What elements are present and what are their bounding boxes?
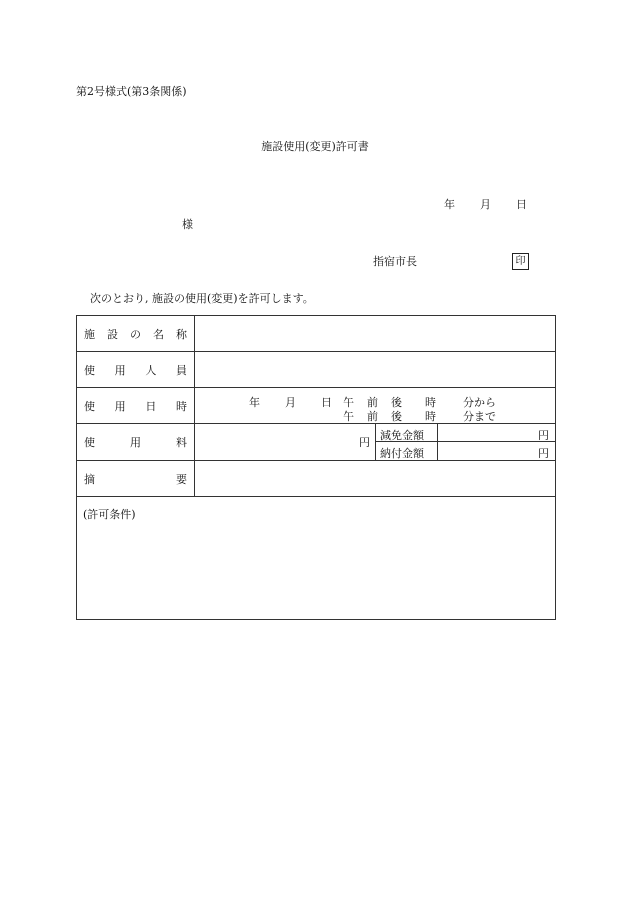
intro-text: 次のとおり, 施設の使用(変更)を許可します。 <box>90 292 314 305</box>
dt-gozen: 午 <box>343 410 354 423</box>
month-label: 月 <box>480 198 491 211</box>
label-char: 設 <box>107 327 118 341</box>
datetime-field[interactable] <box>195 388 556 424</box>
dt-day: 日 <box>321 396 332 409</box>
summary-label <box>77 461 195 497</box>
row-summary <box>77 461 556 497</box>
fee-sub-labels <box>376 424 437 460</box>
form-number: 第2号様式(第3条関係) <box>76 85 187 98</box>
datetime-label <box>77 388 195 424</box>
payment-label: 納付金額 <box>380 447 424 460</box>
summary-field[interactable] <box>195 461 556 497</box>
payment-amount-field[interactable] <box>438 442 555 459</box>
label-char: 要 <box>176 472 187 486</box>
label-char: 用 <box>114 399 126 413</box>
payment-label-cell <box>376 442 437 459</box>
dt-hour: 時 <box>425 410 436 423</box>
issuer-name: 指宿市長 <box>373 255 417 268</box>
dt-hour: 時 <box>425 396 436 409</box>
fee-yen-label: 円 <box>359 436 370 449</box>
dt-gozen: 午 <box>343 396 354 409</box>
reduction-amount-field[interactable] <box>438 424 555 442</box>
label-char: 施 <box>84 327 95 341</box>
year-label: 年 <box>444 198 455 211</box>
row-users <box>77 352 556 388</box>
reduction-yen: 円 <box>538 429 549 442</box>
row-conditions <box>77 497 556 620</box>
facility-name-label <box>77 316 195 352</box>
dt-mae: 前 <box>367 410 378 423</box>
dt-ato: 後 <box>391 396 402 409</box>
label-char: 日 <box>145 399 157 413</box>
dt-min-to: 分まで <box>463 410 496 423</box>
reduction-label-cell <box>376 424 437 442</box>
datetime-end-line <box>195 408 555 421</box>
label-char: の <box>130 327 141 341</box>
label-char: 員 <box>175 363 187 377</box>
label-char: 称 <box>176 327 187 341</box>
dt-year: 年 <box>249 396 260 409</box>
row-datetime <box>77 388 556 424</box>
facility-name-field[interactable] <box>195 316 556 352</box>
dt-min-from: 分から <box>463 396 496 409</box>
document-title: 施設使用(変更)許可書 <box>261 140 369 153</box>
day-label: 日 <box>516 198 527 211</box>
label-char: 使 <box>84 436 95 449</box>
label-char: 使 <box>84 363 95 377</box>
reduction-label: 減免金額 <box>380 429 424 442</box>
label-char: 使 <box>84 399 95 413</box>
dt-mae: 前 <box>367 396 378 409</box>
users-field[interactable] <box>195 352 556 388</box>
payment-yen: 円 <box>538 447 549 460</box>
datetime-start-line <box>195 394 555 407</box>
label-char: 名 <box>153 327 164 341</box>
dt-month: 月 <box>285 396 296 409</box>
dt-ato: 後 <box>391 410 402 423</box>
fee-sub-values <box>438 424 555 460</box>
fee-label <box>77 424 195 461</box>
fee-amount-field[interactable] <box>195 424 375 460</box>
label-char: 用 <box>130 436 141 449</box>
fee-field <box>195 424 556 461</box>
conditions-label: (許可条件) <box>83 508 136 521</box>
label-char: 用 <box>114 363 126 377</box>
row-facility-name <box>77 316 556 352</box>
addressee-suffix: 様 <box>182 218 193 231</box>
permit-form-table <box>76 315 556 620</box>
label-char: 人 <box>145 363 157 377</box>
row-fee <box>77 424 556 461</box>
seal-mark: 印 <box>512 253 529 270</box>
label-char: 料 <box>176 436 187 449</box>
label-char: 摘 <box>84 472 95 486</box>
label-char: 時 <box>175 399 187 413</box>
users-label <box>77 352 195 388</box>
conditions-field[interactable] <box>77 497 556 620</box>
